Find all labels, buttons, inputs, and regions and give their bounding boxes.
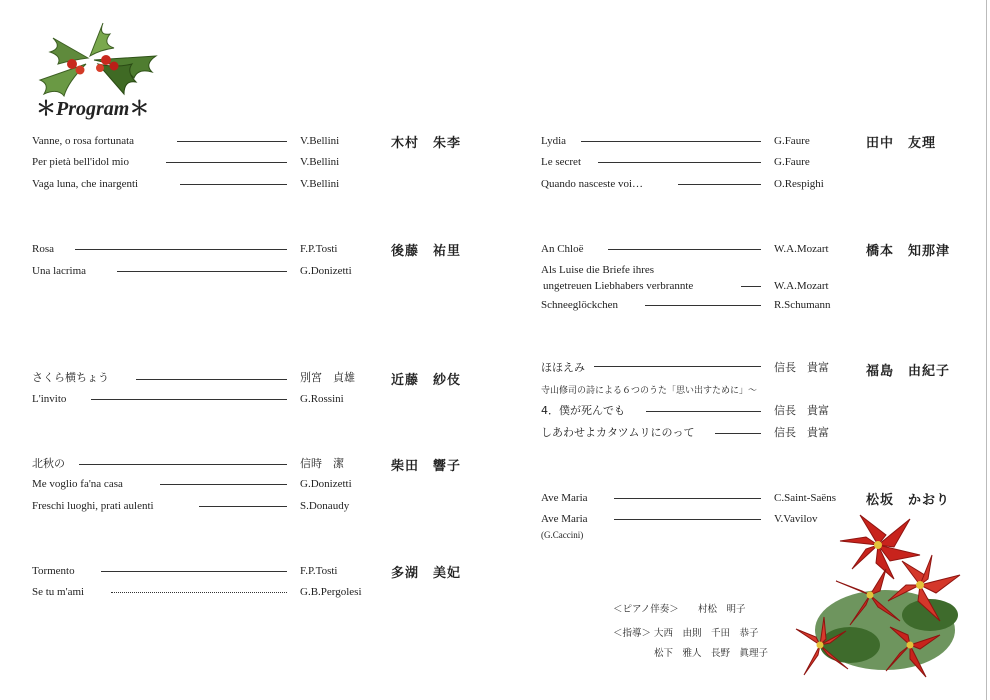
page-right-edge — [986, 0, 987, 700]
leader-line — [594, 366, 761, 367]
performer-name: 柴田 響子 — [391, 459, 462, 474]
song-sub-attribution: (G.Caccini) — [541, 530, 584, 540]
composer: G.Faure — [774, 135, 810, 147]
performer-name: 橋本 知那津 — [866, 244, 951, 259]
holly-icon — [28, 18, 163, 98]
song-title: Per pietà bell'idol mio — [32, 156, 129, 168]
title-text: Program — [56, 98, 130, 120]
cycle-note: 寺山修司の詩による６つのうた「思い出すために」～ — [541, 386, 758, 396]
leader-line — [75, 249, 287, 250]
leader-line — [614, 498, 761, 499]
composer: S.Donaudy — [300, 500, 350, 512]
guide-label: ＜指導＞ — [613, 628, 652, 639]
composer: R.Schumann — [774, 299, 831, 311]
poinsettia-icon — [790, 505, 970, 685]
composer: V.Bellini — [300, 156, 340, 168]
leader-line — [91, 399, 287, 400]
song-title: しあわせよカタツムリにのって — [541, 426, 695, 439]
composer: V.Vavilov — [774, 513, 818, 525]
song-title: Quando nasceste voi… — [541, 178, 644, 190]
leader-line — [199, 506, 287, 507]
song-title: 北秋の — [32, 457, 65, 470]
performer-name: 多湖 美妃 — [391, 566, 462, 581]
leader-line — [180, 184, 287, 185]
leader-line — [614, 519, 761, 520]
song-title: 4．僕が死んでも — [541, 404, 625, 417]
composer: G.Rossini — [300, 393, 344, 405]
leader-line-dotted — [111, 592, 287, 593]
song-title: Vanne, o rosa fortunata — [32, 135, 135, 147]
leader-line — [166, 162, 287, 163]
composer: 別宮 貞雄 — [300, 371, 355, 384]
song-title-line1: Als Luise die Briefe ihres — [541, 264, 655, 276]
leader-line — [160, 484, 287, 485]
composer: W.A.Mozart — [774, 243, 829, 255]
song-title: さくら横ちょう — [32, 371, 109, 384]
leader-line — [645, 305, 761, 306]
song-title: Tormento — [32, 565, 75, 577]
song-title: Le secret — [541, 156, 581, 168]
composer: 信長 貴富 — [774, 361, 829, 374]
leader-line — [715, 433, 761, 434]
performer-name: 木村 朱李 — [391, 136, 462, 151]
leader-line — [101, 571, 287, 572]
song-title: Vaga luna, che inargenti — [32, 178, 139, 190]
song-title: Rosa — [32, 243, 54, 255]
leader-line — [581, 141, 761, 142]
performer-name: 松坂 かおり — [866, 493, 951, 508]
piano-name: 村松 明子 — [698, 604, 746, 615]
song-title-line2: ungetreuen Liebhabers verbrannte — [543, 280, 694, 292]
composer: G.Donizetti — [300, 478, 352, 490]
leader-line — [598, 162, 761, 163]
song-title: Ave Maria — [541, 513, 588, 525]
composer: O.Respighi — [774, 178, 824, 190]
performer-name: 福島 由紀子 — [866, 364, 951, 379]
performer-name: 田中 友理 — [866, 136, 937, 151]
leader-line — [136, 379, 287, 380]
song-title: Lydia — [541, 135, 567, 147]
program-title — [36, 92, 149, 121]
song-title: Schneeglöckchen — [541, 299, 618, 311]
leader-line — [608, 249, 761, 250]
composer: G.B.Pergolesi — [300, 586, 362, 598]
song-title: An Chloë — [541, 243, 584, 255]
leader-line — [678, 184, 761, 185]
composer: 信長 貴富 — [774, 404, 829, 417]
leader-line — [646, 411, 761, 412]
leader-line — [79, 464, 287, 465]
song-title: Una lacrima — [32, 265, 87, 277]
song-title: Ave Maria — [541, 492, 588, 504]
star-right: ＊ — [129, 98, 150, 120]
leader-line — [741, 286, 761, 287]
guide-names-1: 大西 由則 千田 恭子 — [654, 628, 759, 639]
composer: G.Faure — [774, 156, 810, 168]
composer: F.P.Tosti — [300, 565, 338, 577]
composer: G.Donizetti — [300, 265, 352, 277]
performer-name: 後藤 祐里 — [391, 244, 462, 259]
composer: C.Saint-Saëns — [774, 492, 837, 504]
piano-label: ＜ピアノ伴奏＞ — [613, 604, 679, 615]
song-title: Me voglio fa'na casa — [32, 478, 123, 490]
star-left: ＊ — [36, 98, 56, 120]
leader-line — [177, 141, 287, 142]
performer-name: 近藤 紗伎 — [391, 373, 462, 388]
song-title: Se tu m'ami — [32, 586, 85, 598]
composer: V.Bellini — [300, 135, 340, 147]
leader-line — [117, 271, 287, 272]
composer: V.Bellini — [300, 178, 340, 190]
composer: W.A.Mozart — [774, 280, 829, 292]
guide-names-2: 松下 雅人 長野 眞理子 — [654, 648, 769, 659]
composer: F.P.Tosti — [300, 243, 338, 255]
song-title: L'invito — [32, 393, 67, 405]
song-title: Freschi luoghi, prati aulenti — [32, 500, 154, 512]
composer: 信長 貴富 — [774, 426, 829, 439]
song-title: ほほえみ — [541, 361, 585, 374]
composer: 信時 潔 — [300, 457, 344, 470]
